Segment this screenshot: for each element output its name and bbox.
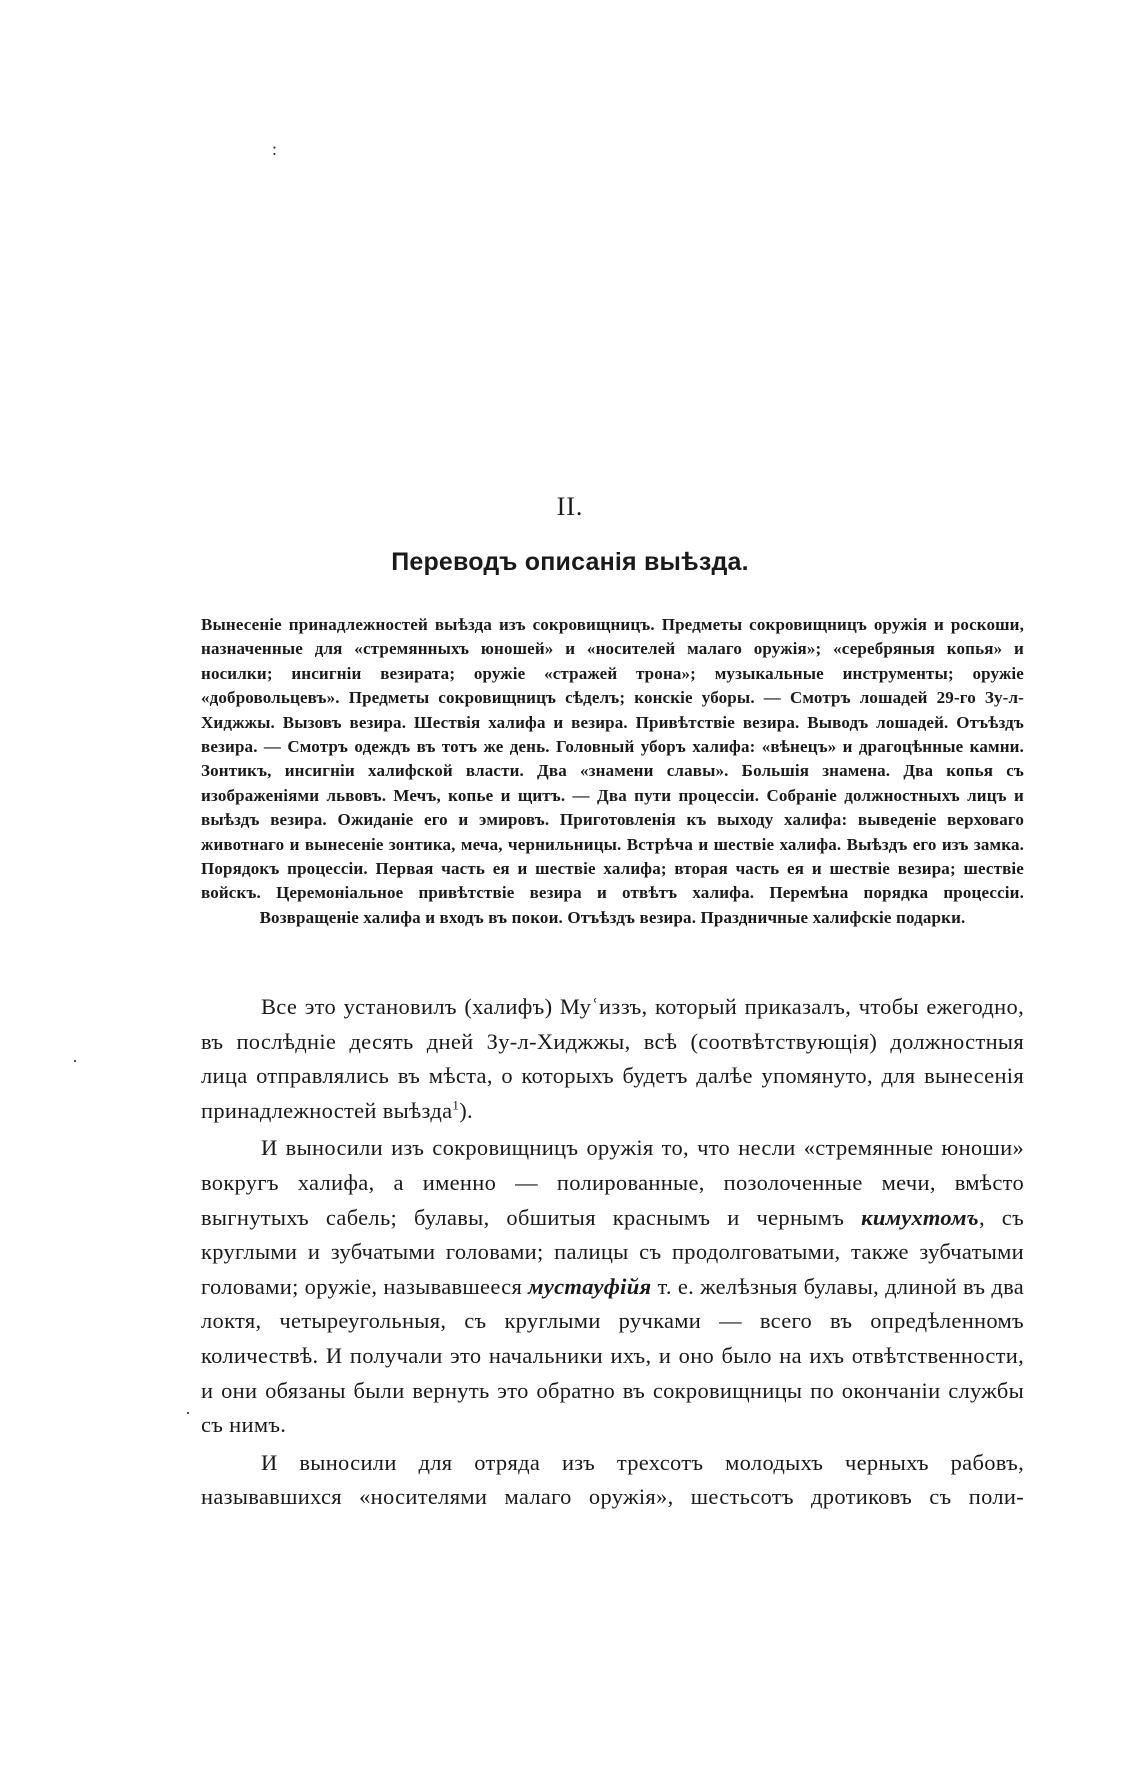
footnote-ref: 1 (452, 1097, 460, 1113)
term-kimukht: кимухтомъ (861, 1204, 979, 1230)
paragraph-1-text: Все это установилъ (халифъ) Муʿиззъ, который приказалъ, чтобы ежегодно, въ послѣдніе десять дней Зу-л-Хиджжы, всѣ (соотвѣтствующія) должностныя лица отправлялись въ мѣста, о которыхъ будетъ далѣе упомянуто, для вынесенія принадлежностей выѣзда (201, 994, 1024, 1123)
paragraph-1-ending: ). (459, 1097, 473, 1123)
section-number: II. (556, 492, 584, 521)
paragraph-2 (201, 1131, 1024, 1442)
paragraph-2-part-3: т. е. желѣзныя булавы, длиной въ два локтя, четыреугольныя, съ круглыми ручками — всего въ опредѣленномъ количествѣ. И получали это начальники ихъ, и оно было на ихъ отвѣтственности, и они обязаны были вернуть это обратно въ сокровищницы по окончаніи службы съ нимъ. (201, 1273, 1024, 1438)
paragraph-2-part-1: И выносили изъ сокровищницъ оружія то, что несли «стремянные юноши» вокругъ халифа, а именно — полированные, позолоченные мечи, вмѣсто выгнутыхъ сабель; булавы, обшитыя краснымъ и чернымъ (201, 1135, 1024, 1230)
section-title: Переводъ описанія выѣзда. (391, 548, 749, 576)
paragraph-3: И выносили для отряда изъ трехсотъ молодыхъ черныхъ рабовъ, называвшихся «носителями малаго оружія», шестьсотъ дротиковъ съ поли- (201, 1449, 1024, 1510)
paragraph-1 (201, 990, 1024, 1128)
scan-speck-left-2: · (185, 1403, 191, 1423)
scan-speck-left-1: · (72, 1051, 78, 1071)
scan-speck-top: : (272, 139, 278, 159)
term-mustaufiya: мустауфійя (528, 1273, 652, 1299)
chapter-summary: Вынесеніе принадлежностей выѣзда изъ сокровищницъ. Предметы сокровищницъ оружія и роскоши, назначенные для «стремянныхъ юношей» и «носителей малаго оружія»; «серебряныя копья» и носилки; инсигніи везирата; оружіе «стражей трона»; музыкальные инструменты; оружіе «добровольцевъ». Предметы сокровищницъ сѣделъ; конскіе уборы. — Смотръ лошадей 29-го Зу-л-Хиджжы. Вызовъ везира. Шествія халифа и везира. Привѣтствіе везира. Выводъ лошадей. Отъѣздъ везира. — Смотръ одеждъ въ тотъ же день. Головный уборъ халифа: «вѣнецъ» и драгоцѣнные камни. Зонтикъ, инсигніи халифской власти. Два «знамени славы». Большія знамена. Два копья съ изображеніями львовъ. Мечъ, копье и щитъ. — Два пути процессіи. Собраніе должностныхъ лицъ и выѣздъ везира. Ожиданіе его и эмировъ. Приготовленія къ выходу халифа: выведеніе верховаго животнаго и вынесеніе зонтика, меча, чернильницы. Встрѣча и шествіе халифа. Выѣздъ его изъ замка. Порядокъ процессіи. Первая часть ея и шествіе халифа; вторая часть ея и шествіе везира; шествіе войскъ. Церемоніальное привѣтствіе везира и отвѣтъ халифа. Перемѣна порядка процессіи. Возвращеніе халифа и входъ въ покои. Отъѣздъ везира. Праздничные халифскіе подарки. (201, 615, 1024, 927)
body-text (201, 990, 1024, 1518)
paragraph-2-part-2: , съ круглыми и зубчатыми головами; палицы съ продолговатыми, также зубчатыми головами; оружіе, называвшееся (201, 1204, 1025, 1299)
